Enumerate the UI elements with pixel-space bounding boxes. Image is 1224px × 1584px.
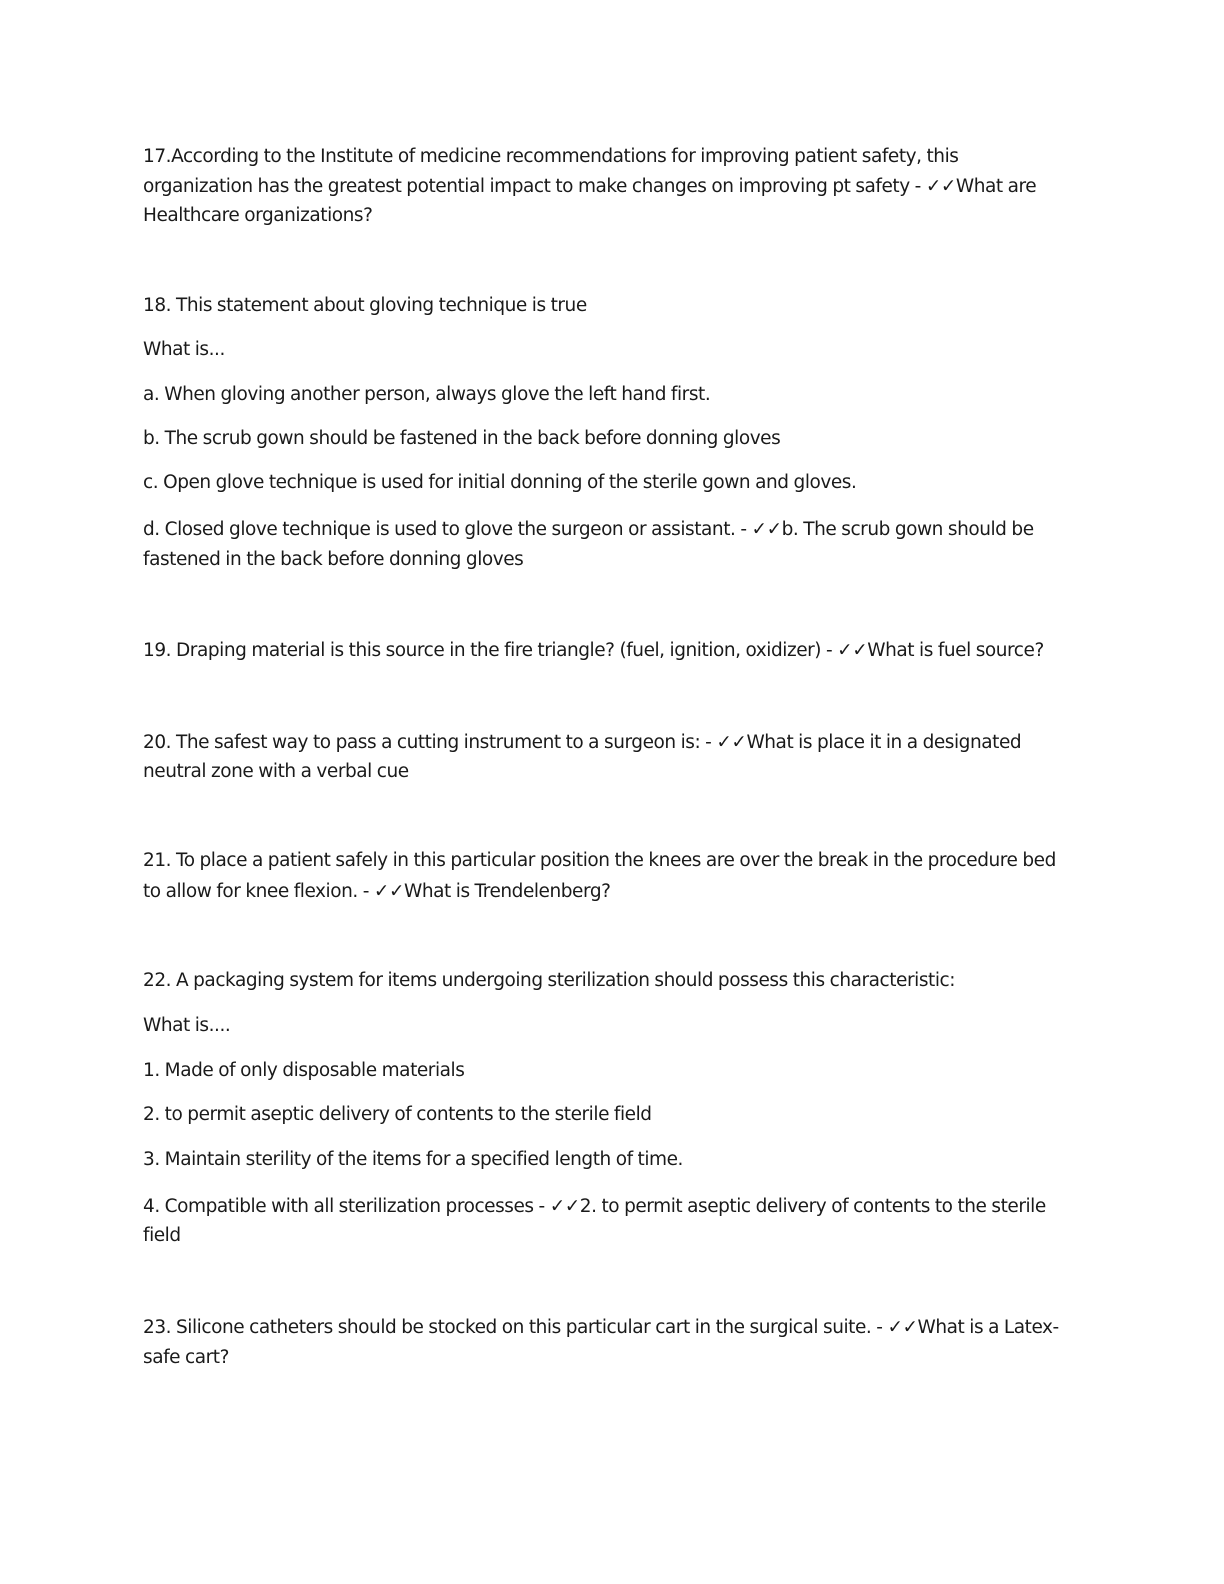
q22-line-1: 22. A packaging system for items undergoing sterilization should possess this characteristic: bbox=[143, 970, 956, 991]
q19-line-1: 19. Draping material is this source in the fire triangle? (fuel, ignition, oxidizer) - ✓✓What is fuel source? bbox=[143, 640, 1044, 661]
q22-line-7: field bbox=[143, 1225, 181, 1246]
q17-line-1: 17.According to the Institute of medicine recommendations for improving patient safety, this bbox=[143, 146, 959, 167]
q22-line-2: What is.... bbox=[143, 1015, 231, 1036]
q17-line-3: Healthcare organizations? bbox=[143, 205, 373, 226]
q22-option-3: 3. Maintain sterility of the items for a specified length of time. bbox=[143, 1149, 683, 1170]
q18-line-1: 18. This statement about gloving technique is true bbox=[143, 295, 587, 316]
q17-line-2: organization has the greatest potential impact to make changes on improving pt safety - ✓✓What are bbox=[143, 176, 1037, 197]
q18-line-2: What is... bbox=[143, 339, 225, 360]
q21-line-2: to allow for knee flexion. - ✓✓What is Trendelenberg? bbox=[143, 881, 611, 902]
q18-option-b: b. The scrub gown should be fastened in the back before donning gloves bbox=[143, 428, 781, 449]
q20-line-2: neutral zone with a verbal cue bbox=[143, 761, 409, 782]
q22-option-4: 4. Compatible with all sterilization processes - ✓✓2. to permit aseptic delivery of contents to the sterile bbox=[143, 1196, 1046, 1217]
q23-line-2: safe cart? bbox=[143, 1347, 229, 1368]
q18-line-7: fastened in the back before donning gloves bbox=[143, 549, 524, 570]
q22-option-2: 2. to permit aseptic delivery of contents to the sterile field bbox=[143, 1104, 652, 1125]
q22-option-1: 1. Made of only disposable materials bbox=[143, 1060, 465, 1081]
q18-option-d: d. Closed glove technique is used to glove the surgeon or assistant. - ✓✓b. The scrub gown should be bbox=[143, 519, 1034, 540]
q20-line-1: 20. The safest way to pass a cutting instrument to a surgeon is: - ✓✓What is place it in a designated bbox=[143, 732, 1022, 753]
q23-line-1: 23. Silicone catheters should be stocked on this particular cart in the surgical suite. - ✓✓What is a Latex- bbox=[143, 1317, 1059, 1338]
q18-option-a: a. When gloving another person, always glove the left hand first. bbox=[143, 384, 711, 405]
q21-line-1: 21. To place a patient safely in this particular position the knees are over the break in the procedure bed bbox=[143, 850, 1056, 871]
q18-option-c: c. Open glove technique is used for initial donning of the sterile gown and gloves. bbox=[143, 472, 857, 493]
